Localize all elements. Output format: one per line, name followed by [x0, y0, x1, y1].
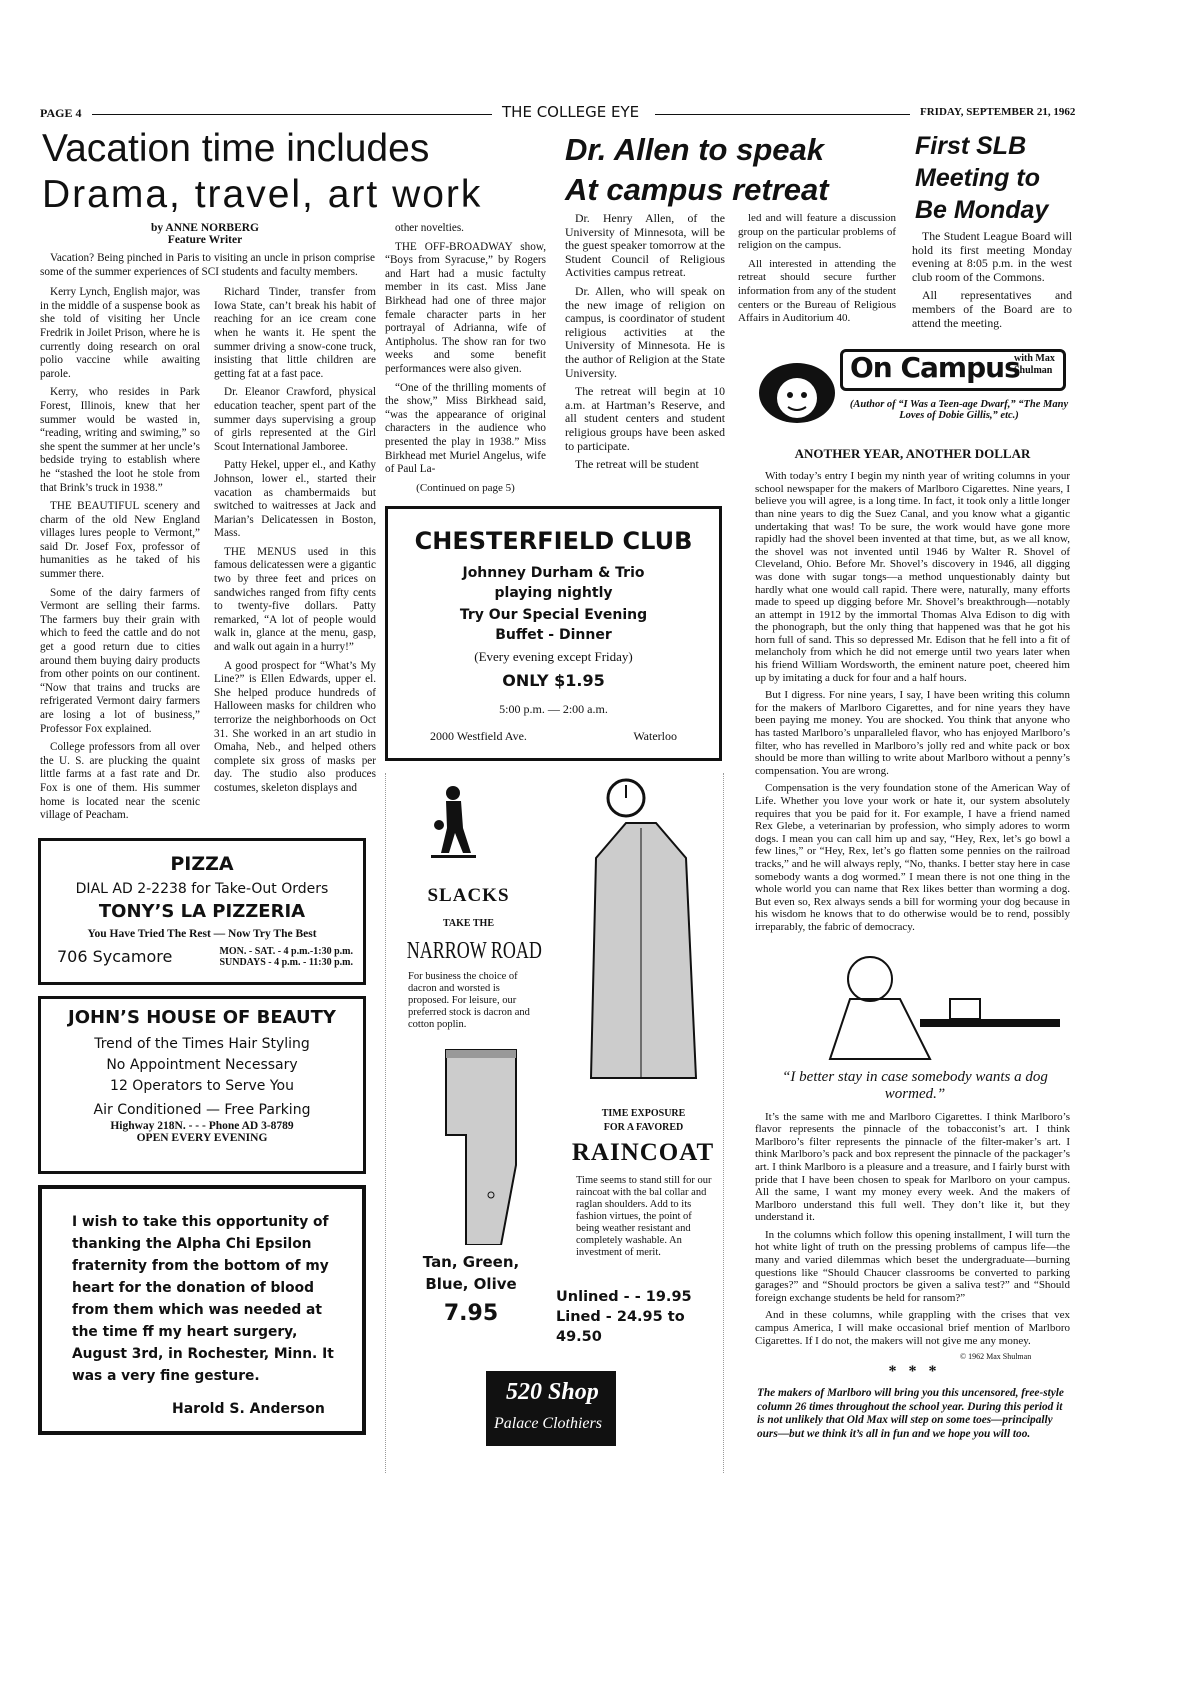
- paragraph: THE OFF-BROADWAY show, “Boys from Syracuse,” by Rogers and Hart had a music factulty member in its cast. Miss Jane Birkhead had one of three major female character parts in her portrayal of Adrianna, wife of Antipholus. The show ran for two weeks and some benefit performances were also given.: [385, 240, 546, 375]
- slacks-description: For business the choice of dacron and worsted is proposed. For leisure, our preferred stock is dacron and cotton poplin.: [408, 970, 530, 1030]
- ad-address: 706 Sycamore: [57, 947, 173, 967]
- paragraph: led and will feature a discussion group on the particular problems of religion on the campus.: [738, 212, 896, 252]
- ad-line: You Have Tried The Rest — Now Try The Best: [87, 927, 317, 940]
- price-lined: Lined - 24.95 to 49.50: [556, 1308, 685, 1345]
- vacation-column-3: [385, 222, 546, 477]
- page-header: [40, 103, 1080, 122]
- allen-column-2: [738, 212, 896, 331]
- paragraph: THE MENUS used in this famous delicatessen were a gigantic two by three feet and prices on sandwiches ranged from fifty cents to twenty-five dollars. Patty remarked, “A lot of people would walk in, glance at the menu, gasp, and walk out again in a hurry!”: [214, 545, 376, 654]
- logo-text: 520 Shop: [506, 1378, 599, 1405]
- paragraph: Some of the dairy farmers of Vermont are selling their farms. The farmers buy their grain with which to feed the cattle and do not get a good return due to cities around them buying dairy products from other points on our continent. “Now that trains and trucks are refrigerated Vermont dairy farmers are losing a lot of business,” Professor Fox explained.: [40, 586, 200, 735]
- middle-column-stack: [385, 212, 725, 1473]
- right-column-stack: [738, 212, 1072, 1441]
- header-rule: [92, 114, 492, 115]
- left-column-stack: [40, 222, 376, 1435]
- paragraph: All interested in attending the retreat should secure further information from any of the student centers or the Bureau of Religious Affairs in Auditorium 40.: [738, 257, 896, 325]
- ad-title: JOHN’S HOUSE OF BEAUTY: [68, 1006, 336, 1028]
- marlboro-footer: The makers of Marlboro will bring you this uncensored, free-style column 26 times throughout the school year. During this period it is not unlikely that Old Max will step on some toes—principally ours—but we think it’s all in fun and we hope you will too.: [757, 1387, 1064, 1440]
- raincoat-subheading: [571, 1107, 716, 1135]
- raincoat-prices: [556, 1287, 721, 1347]
- issue-date: FRIDAY, SEPTEMBER 21, 1962: [920, 106, 1076, 118]
- ad-phone: Highway 218N. - - - Phone AD 3-8789: [110, 1119, 294, 1132]
- headline-line: Meeting to: [915, 164, 1040, 192]
- ad-line: 12 Operators to Serve You: [110, 1077, 294, 1094]
- page-number: PAGE 4: [40, 106, 82, 120]
- 520-shop-logo: [486, 1371, 616, 1446]
- stars-divider: * * *: [888, 1363, 937, 1381]
- 520-shop-ad: [385, 773, 724, 1473]
- paragraph: Vacation? Being pinched in Paris to visiting an uncle in prison comprise some of the summer experiences of SCI students and faculty members.: [40, 252, 375, 278]
- header-rule: [655, 114, 910, 115]
- vacation-lead: [40, 252, 375, 284]
- headline-line: Vacation time includes: [42, 127, 430, 170]
- slacks-price: 7.95: [443, 1300, 499, 1326]
- vacation-headline: [42, 126, 542, 218]
- notice-signature: Harold S. Anderson: [172, 1400, 325, 1417]
- hours-line: SUNDAYS - 4 p.m. - 11:30 p.m.: [219, 956, 353, 968]
- author-role: Feature Writer: [167, 234, 243, 246]
- paragraph: THE BEAUTIFUL scenery and charm of the old New England villages lures people to Vermont,” said Dr. Josef Fox, professor of humanities as he taked of his summer there.: [40, 500, 200, 581]
- byline: [145, 222, 265, 246]
- paragraph: other novelties.: [395, 222, 464, 234]
- subheading-line: FOR A FAVORED: [603, 1121, 684, 1133]
- paragraph: Kerry Lynch, English major, was in the middle of a suspense book as she told of visiting her Uncle Fredrik in Joilet Prison, where he is currently doing research on oral polio vaccine while awaiting parole.: [40, 286, 200, 380]
- ad-line: Air Conditioned — Free Parking: [93, 1101, 311, 1118]
- ad-line: OPEN EVERY EVENING: [136, 1131, 268, 1144]
- author: by ANNE NORBERG: [151, 222, 259, 234]
- hours-line: MON. - SAT. - 4 p.m.-1:30 p.m.: [219, 945, 353, 957]
- paragraph: Dr. Eleanor Crawford, physical education teacher, spent part of the summer days supervising a group of girls represented at the Girl Scout International Jamboree.: [214, 386, 376, 453]
- ad-city: Waterloo: [633, 728, 677, 743]
- ad-title: CHESTERFIELD CLUB: [414, 526, 693, 555]
- column-body-1: [755, 470, 1070, 938]
- ad-line: (Every evening except Friday): [474, 648, 633, 664]
- ad-name: TONY’S LA PIZZERIA: [98, 900, 306, 922]
- paragraph: Dr. Henry Allen, of the University of Minnesota, will be the guest speaker tomorrow at the Student Council of Religious Activities campus retreat.: [565, 211, 725, 280]
- narrow-road-heading: NARROW ROAD: [406, 937, 542, 964]
- paragraph: Dr. Allen, who will speak on the new image of religion on campus, is coordinator of student religious activities at the University of Minnesota. He is the author of Religion at the State University.: [565, 283, 725, 380]
- house-of-beauty-ad: [38, 996, 366, 1174]
- subheading-line: TIME EXPOSURE: [601, 1107, 686, 1119]
- paragraph: Patty Hekel, upper el., and Kathy Johnson, lower el., started their vacation as chambermaids but switched to waitresses at Jack and Marian’s Delicatessen in Boston, Mass.: [214, 459, 376, 540]
- vacation-column-3-wrap: [385, 212, 546, 494]
- ad-line: playing nightly: [494, 584, 613, 601]
- bowler-illustration: [421, 783, 481, 863]
- cartoon-caption: “I better stay in case somebody wants a dog wormed.”: [782, 1068, 1048, 1102]
- ad-title: PIZZA: [170, 852, 234, 875]
- cartoon-illustration: [760, 939, 1070, 1069]
- price-unlined: Unlined - - 19.95: [556, 1288, 692, 1305]
- ad-hours: 5:00 p.m. — 2:00 a.m.: [499, 701, 608, 716]
- on-campus-logo: On Campus: [850, 351, 1020, 385]
- ad-line: No Appointment Necessary: [106, 1056, 298, 1073]
- paragraph: It’s the same with me and Marlboro Cigarettes. I think Marlboro’s flavor represents the pinnacle of the tobacconist’s art. I think Marlboro’s filter represents the pinnacle of the filter-maker’s art. I think Marlboro’s pack and box represent the pinnacle of the packager’s art. I think Marlboro is a pleasure and a treasure, and I fairly burst with pride that I have been chosen to speak for Marlboro on your campus. All the same, I want my money every week. And the makers of Marlboro understand this full well. They don’t like it, but they understand it.: [755, 1110, 1070, 1224]
- ad-line: DIAL AD 2-2238 for Take-Out Orders: [75, 880, 329, 897]
- ad-hours: [219, 946, 353, 968]
- raincoat-illustration: [581, 818, 701, 1083]
- column-body-2: [755, 1111, 1070, 1353]
- slacks-colors: Tan, Green, Blue, Olive: [422, 1252, 520, 1293]
- raincoat-description: Time seems to stand still for our raincoat with the bal collar and raglan shoulders. Add to its fashion virtues, the point of being weather resistant and completely washable. An investment of merit.: [576, 1174, 712, 1258]
- vacation-column-2: [214, 286, 376, 800]
- paragraph: The Student League Board will hold its first meeting Monday evening at 8:05 p.m. in the west club room of the Commons.: [912, 229, 1072, 284]
- paragraph: The retreat will be student: [575, 457, 699, 472]
- paper-name: THE COLLEGE EYE: [502, 103, 640, 121]
- continued-note: (Continued on page 5): [416, 481, 515, 494]
- ad-address: 2000 Westfield Ave.: [430, 728, 527, 743]
- slacks-illustration: [431, 1045, 521, 1245]
- chesterfield-club-ad: [385, 506, 722, 761]
- paragraph: A good prospect for “What’s My Line?” is Ellen Edwards, upper el. She helped produce hundreds of Halloween masks for children who terrorize the neighborhoods on Oct 31. She worked in an art studio in Omaha, Neb., and helped others complete six gross of masks per day. The studio also produces costumes, skeleton displays and: [214, 659, 376, 794]
- ad-price: ONLY $1.95: [502, 670, 605, 690]
- column-title: ANOTHER YEAR, ANOTHER DOLLAR: [794, 446, 1031, 462]
- slacks-heading: SLACKS: [427, 884, 510, 906]
- headline-line: Be Monday: [915, 196, 1049, 224]
- paragraph: But I digress. For nine years, I say, I have been writing this column for the makers of Marlboro Cigarettes, and for nine years they have been paying me money. You are shocked. You think that anyone who has tasted Marlboro’s unparalleled flavor, who has enjoyed Marlboro’s filter, who has revelled in Marlboro’s jolly red and white pack or box should be more than willing to write about Marlboro without a penny’s compensation. You are wrong.: [755, 689, 1070, 777]
- paragraph: Compensation is the very foundation stone of the American Way of Life. Whether you love your work or hate it, our system absolutely requires that you be paid for it. For example, I have a friend named Rex Glebe, a veterinarian by profession, who simply adores to worm dogs. I mean you can call him up and say, “Hey, Rex, let’s go bowl a few lines,” or “Hey, Rex, let’s go flatten some pennies on the railroad tracks,” and he will always reply, “No, thanks. I better stay here in case somebody wants a dog wormed.” I mean there is not one thing in the whole world you can name that Rex likes better than worming a dog. But even so, Rex always sends a bill for worming your dog because in his wisdom he knows that to do otherwise would be to rend, possibly irreparably, the fabric of democracy.: [755, 782, 1070, 933]
- headline-line: First SLB: [915, 132, 1027, 160]
- paragraph: “One of the thrilling moments of the show,” Miss Birkhead said, “was the appearance of original characters in the audience who presented the play in 1938.” Miss Birkhead met Muriel Angelus, wife of Paul La-: [385, 381, 546, 476]
- ad-line: Trend of the Times Hair Styling: [94, 1035, 310, 1052]
- headline-line: At campus retreat: [565, 172, 829, 207]
- ad-line: Johnney Durham & Trio: [462, 564, 645, 581]
- stopwatch-icon: [601, 773, 651, 823]
- slacks-subheading: TAKE THE: [442, 917, 495, 929]
- author-credits: (Author of “I Was a Teen-age Dwarf,” “The Many Loves of Dobie Gillis,” etc.): [849, 399, 1069, 422]
- paragraph: All representatives and members of the Board are to attend the meeting.: [912, 288, 1072, 330]
- paragraph: With today’s entry I begin my ninth year of writing columns in your school newspaper for the makers of Marlboro Cigarettes. Nine years, I believe you will agree, is a long time. In fact, it took only a little longer than nine years to dig the Suez Canal, and you know what a gigantic undertaking that was! To be sure, the work would have gone more rapidly had the shovel been invented at that time, but, as we all know, the shovel was not invented until 1946 by Walter R. Shovel of Cleveland, Ohio. Before Mr. Shovel’s discovery in 1946, all digging was done with sugar tongs—a method unquestionably dainty but hardly what one would call rapid. There were, naturally, many efforts made to speed up digging before Mr. Shovel’s breakthrough—notably an attempt in 1912 by the immortal Thomas Alva Edison to dig with the phonograph, but the only thing that happened was that he got his horn full of sand. This so depressed Mr. Edison that he fell into a fit of melancholy from which he did not emerge until two years later when his friend William Wordsworth, the eminent nature poet, cheered him up by imitating a duck for four and a half hours.: [755, 470, 1070, 684]
- paragraph: The retreat will begin at 10 a.m. at Hartman’s Reserve, and all student centers and student religious groups have been asked to participate.: [565, 384, 725, 453]
- notice-body: I wish to take this opportunity of thanking the Alpha Chi Epsilon fraternity from the bottom of my heart for the donation of blood from them which was needed at the time ff my heart surgery, August 3rd, in Rochester, Minn. It was a very fine gesture.: [72, 1213, 334, 1384]
- paragraph: And in these columns, while grappling with the crises that vex campus America, I will make occasional brief mention of Marlboro Cigarettes. If I do not, the makers will not give me any money.: [755, 1309, 1070, 1347]
- paragraph: In the columns which follow this opening installment, I will turn the hot white light of truth on the pressing problems of campus life—the many and varied dilemmas which beset the undergraduate—burning questions like “Should Chaucer classrooms be converted to parking garages?” and “Should proctors be given a saliva test?” and “Should foreign exchange students be held for ransom?”: [755, 1228, 1070, 1304]
- copyright: © 1962 Max Shulman: [960, 1352, 1032, 1362]
- ad-line: Buffet - Dinner: [495, 626, 612, 643]
- paragraph: College professors from all over the U. S. are plucking the quaint little farms at a fast rate and Dr. Fox is one of them. His summer home is located near the scenic village of Peacham.: [40, 741, 200, 822]
- pizza-ad: [38, 838, 366, 985]
- ad-line: Try Our Special Evening: [459, 606, 648, 623]
- logo-subtext: Palace Clothiers: [494, 1414, 602, 1432]
- allen-headline: [565, 130, 905, 210]
- raincoat-heading: RAINCOAT: [571, 1138, 715, 1166]
- with-max-shulman: with Max Shulman: [1014, 353, 1055, 377]
- allen-column-1: [565, 212, 725, 477]
- vacation-column-1: [40, 286, 200, 828]
- on-campus-banner: [752, 343, 1072, 438]
- headline-line: Drama, travel, art work: [42, 173, 483, 216]
- paragraph: Richard Tinder, transfer from Iowa State, can’t break his habit of reaching for an ice cream cone when he wants it. He spent the summer driving a snow-cone truck, insisting that little children are getting fat at a fast pace.: [214, 286, 376, 380]
- paragraph: Kerry, who resides in Park Forest, Illinois, knew that her summer would be wasted in, “reading, writing and swiming,” so she spent the summer at her uncle’s bedside trying to establish where he “stashed the loot he stole from that Brink’s truck in 1938.”: [40, 386, 200, 494]
- headline-line: Dr. Allen to speak: [565, 132, 824, 167]
- max-shulman-caricature-icon: [752, 343, 842, 438]
- thank-you-notice: [38, 1185, 366, 1435]
- slb-body: [912, 212, 1072, 335]
